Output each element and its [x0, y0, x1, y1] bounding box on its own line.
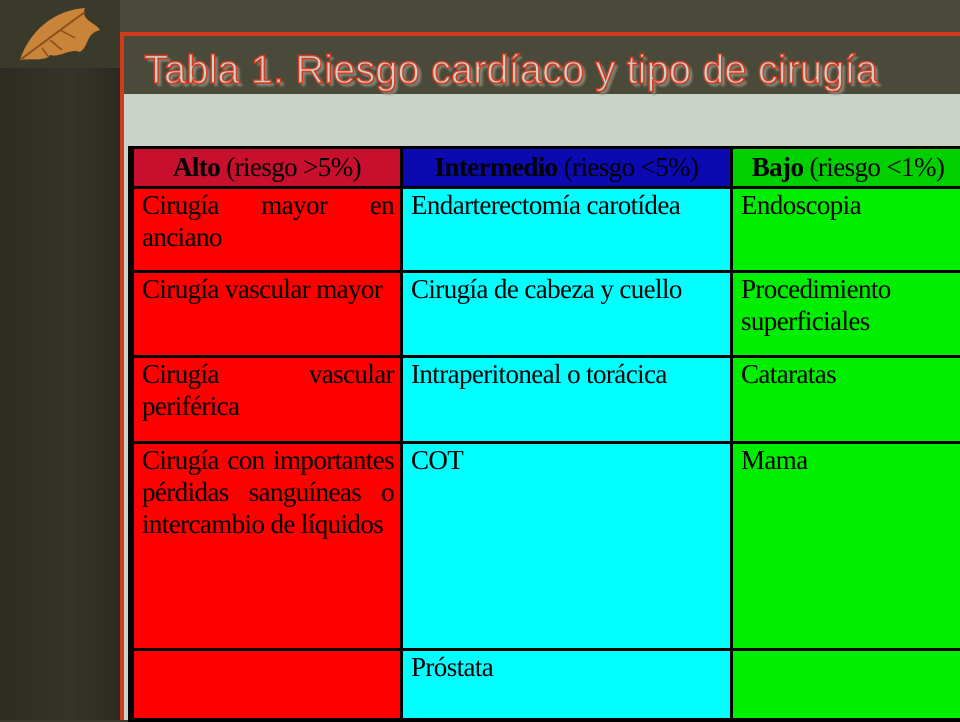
cell-low: Cataratas [733, 358, 960, 443]
header-high-risk [134, 149, 400, 189]
header-intermediate-risk [403, 149, 730, 189]
cell-intermediate: Cirugía de cabeza y cuello [403, 273, 730, 358]
cell-high: Cirugía mayor en anciano [134, 189, 400, 273]
risk-table [131, 149, 960, 721]
table-row [134, 444, 960, 651]
header-high-label: Alto [173, 152, 221, 183]
top-decorative-strip [120, 0, 960, 32]
autumn-leaf-icon [0, 0, 120, 68]
left-decorative-bar [0, 0, 120, 720]
title-band [124, 36, 960, 94]
cell-intermediate: COT [403, 444, 730, 651]
table-row [134, 273, 960, 358]
slide-body [124, 36, 960, 720]
cell-high: Cirugía vascular mayor [134, 273, 400, 358]
header-low-label: Bajo [751, 152, 804, 183]
table-header-row [134, 149, 960, 189]
cell-low: Mama [733, 444, 960, 651]
header-high-range: (riesgo >5%) [220, 152, 361, 183]
header-intermediate-range: (riesgo <5%) [557, 152, 699, 183]
header-low-range: (riesgo <1%) [803, 152, 945, 183]
cell-low [733, 651, 960, 721]
cell-low: Endoscopia [733, 189, 960, 273]
cell-intermediate: Endarterectomía carotídea [403, 189, 730, 273]
cell-high [134, 651, 400, 721]
risk-table-frame [128, 146, 960, 722]
header-low-risk [733, 149, 960, 189]
cell-high: Cirugía con importantes pérdidas sanguíneas o intercambio de líquidos [134, 444, 400, 651]
table-row [134, 651, 960, 721]
header-intermediate-label: Intermedio [434, 152, 558, 183]
table-row [134, 358, 960, 443]
cell-high: Cirugía vascular periférica [134, 358, 400, 443]
cell-low: Procedimiento superficiales [733, 273, 960, 358]
cell-intermediate: Próstata [403, 651, 730, 721]
cell-intermediate: Intraperitoneal o torácica [403, 358, 730, 443]
table-row [134, 189, 960, 273]
slide-title: Tabla 1. Riesgo cardíaco y tipo de cirugía [144, 48, 878, 92]
